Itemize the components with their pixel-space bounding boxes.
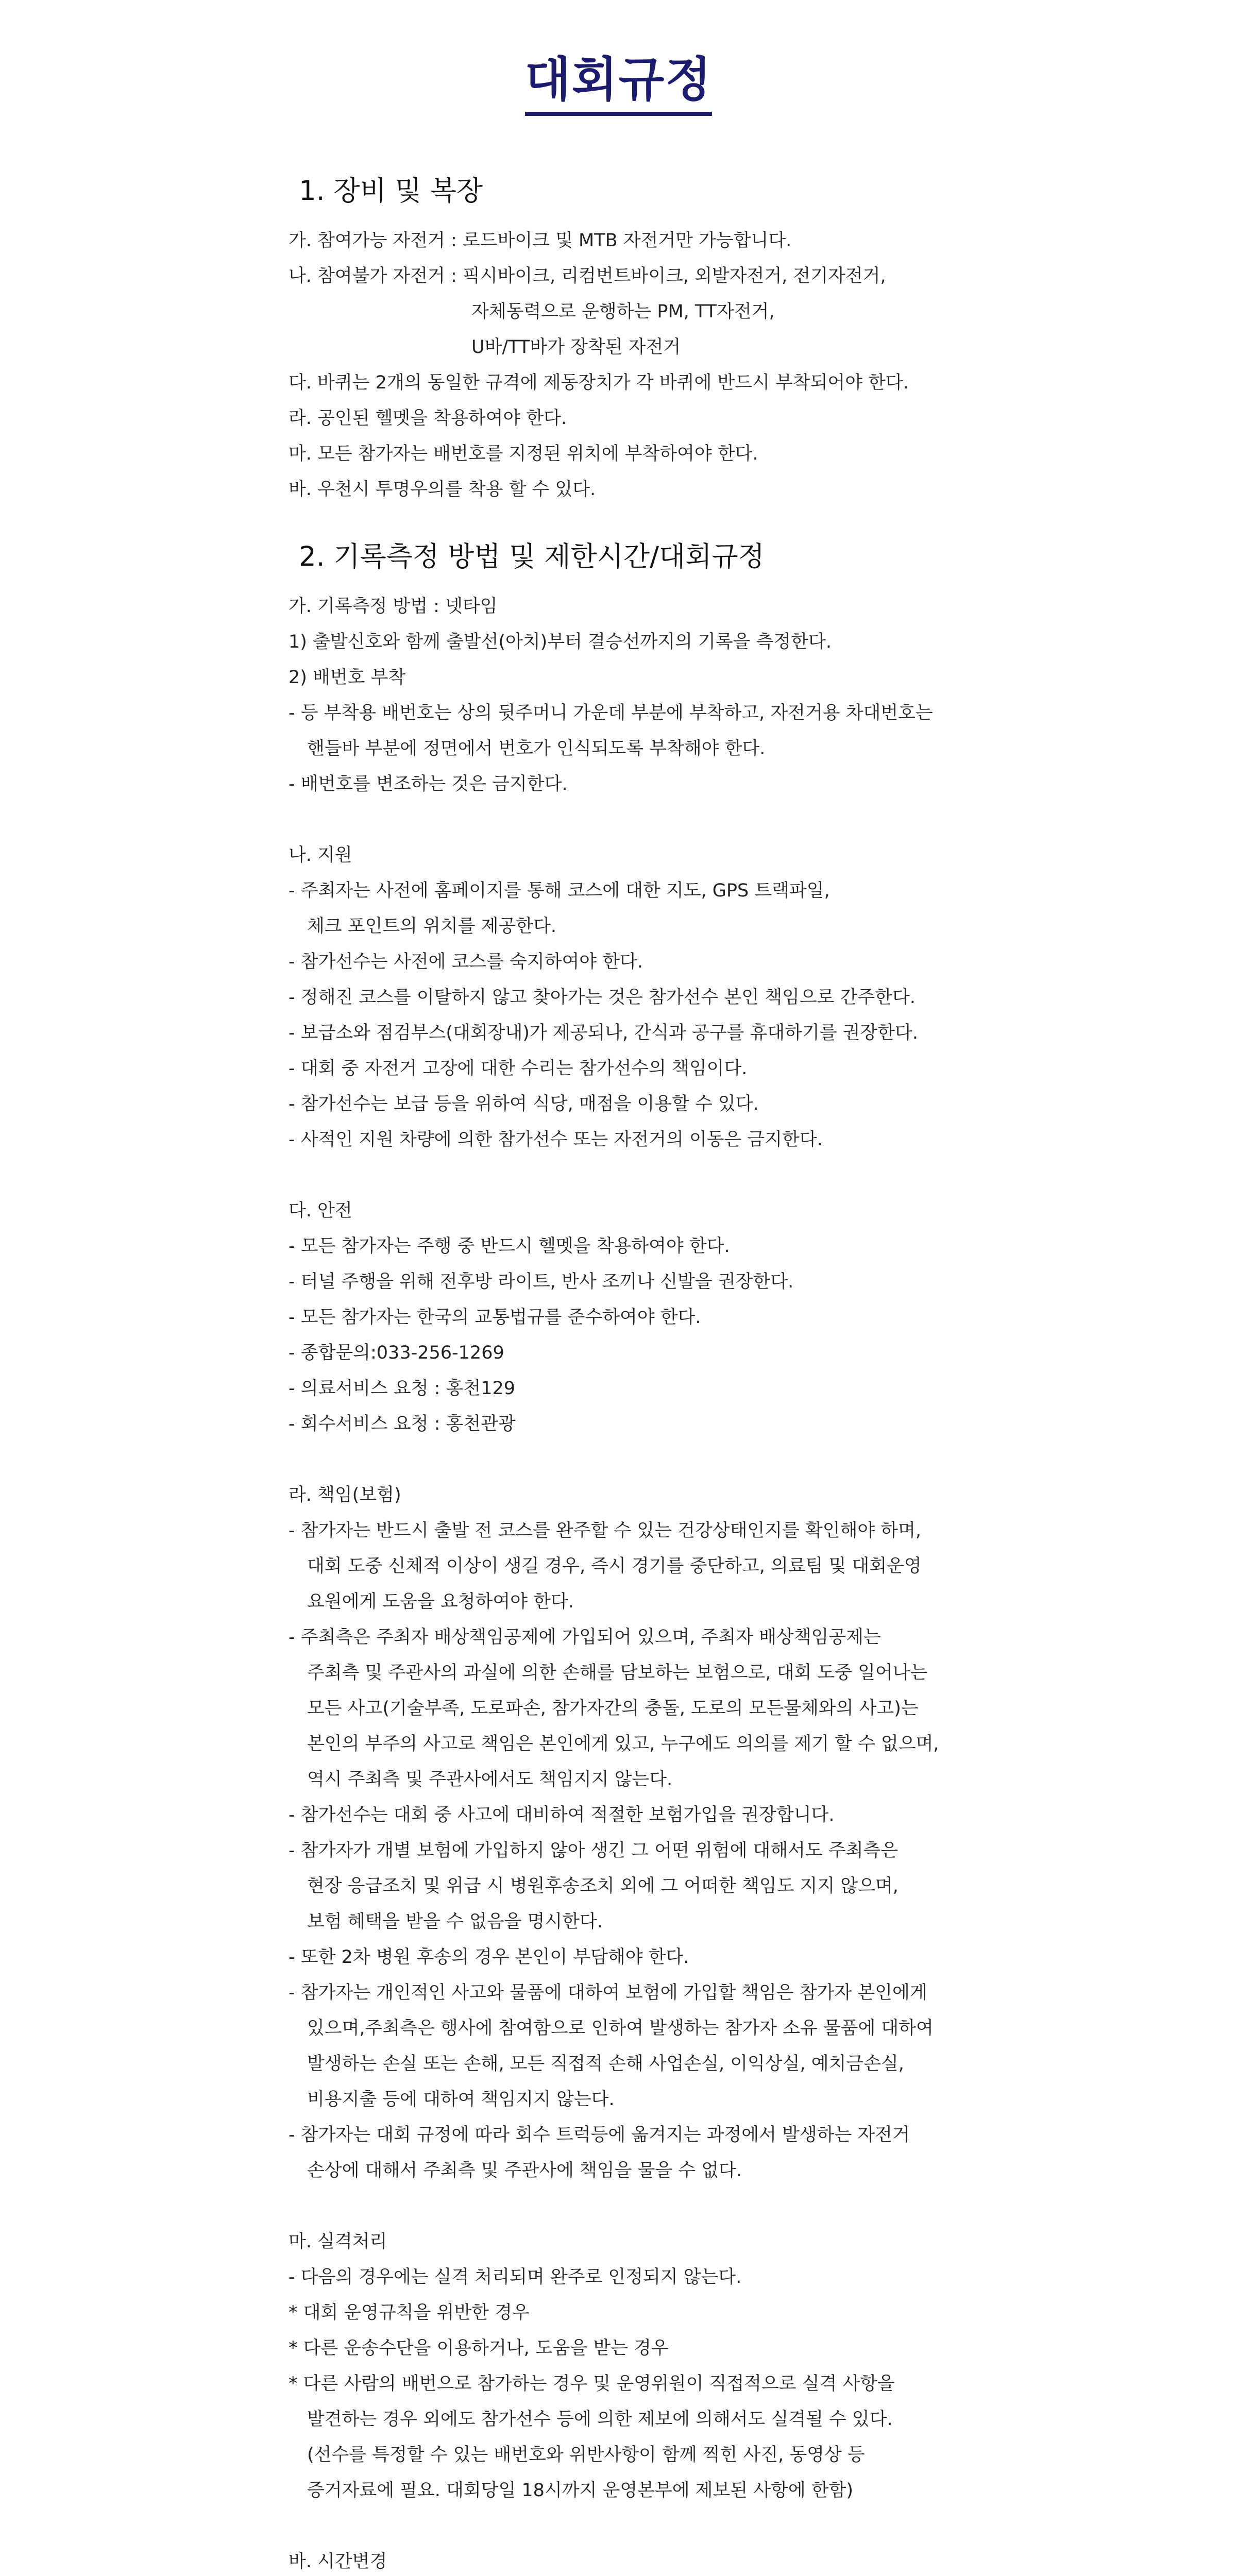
rule-line: - 주최측은 주최자 배상책임공제에 가입되어 있으며, 주최자 배상책임공제는 (289, 1627, 881, 1648)
subsection-heading: 나. 지원 (289, 845, 352, 866)
rule-line: - 또한 2차 병원 후송의 경우 본인이 부담해야 한다. (289, 1947, 689, 1968)
rule-line: - 회수서비스 요청 : 홍천관광 (289, 1414, 516, 1434)
rule-line: - 보급소와 점검부스(대회장내)가 제공되나, 간식과 공구를 휴대하기를 권장한다. (289, 1023, 918, 1043)
rule-line: - 등 부착용 배번호는 상의 뒷주머니 가운데 부분에 부착하고, 자전거용 차대번호는 (289, 703, 933, 723)
rule-line: - 터널 주행을 위해 전후방 라이트, 반사 조끼나 신발을 권장한다. (289, 1272, 794, 1292)
rule-line: 증거자료에 필요. 대회당일 18시까지 운영본부에 제보된 사항에 한함) (307, 2480, 854, 2501)
rule-line: - 배번호를 변조하는 것은 금지한다. (289, 774, 568, 794)
rule-line: * 다른 운송수단을 이용하거나, 도움을 받는 경우 (289, 2338, 669, 2359)
rule-line: - 참가자는 대회 규정에 따라 회수 트럭등에 옮겨지는 과정에서 발생하는 자전거 (289, 2125, 910, 2145)
rule-line: - 참가선수는 사전에 코스를 숙지하여야 한다. (289, 952, 643, 972)
rule-line: 현장 응급조치 및 위급 시 병원후송조치 외에 그 어떠한 책임도 지지 않으며, (307, 1876, 899, 1896)
rule-line: 마. 모든 참가자는 배번호를 지정된 위치에 부착하여야 한다. (289, 444, 758, 464)
rule-line: 대회 도중 신체적 이상이 생길 경우, 즉시 경기를 중단하고, 의료팀 및 대회운영 (307, 1556, 922, 1577)
rule-line: - 의료서비스 요청 : 홍천129 (289, 1378, 516, 1399)
rule-line: - 참가자는 개인적인 사고와 물품에 대하여 보험에 가입할 책임은 참가자 본인에게 (289, 1982, 927, 2003)
rule-line: - 참가자가 개별 보험에 가입하지 않아 생긴 그 어떤 위험에 대해서도 주최측은 (289, 1840, 899, 1861)
subsection-disqualification (289, 2224, 1020, 2509)
rule-line: 비용지출 등에 대하여 책임지지 않는다. (307, 2089, 615, 2110)
rule-line: - 대회 중 자전거 고장에 대한 수리는 참가선수의 책임이다. (289, 1058, 748, 1079)
rule-line: - 정해진 코스를 이탈하지 않고 찾아가는 것은 참가선수 본인 책임으로 간주한다. (289, 987, 916, 1008)
subsection-timing (289, 589, 1020, 802)
rule-line: * 다른 사람의 배번으로 참가하는 경우 및 운영위원이 직접적으로 실격 사항을 (289, 2374, 895, 2394)
rule-line: 주최측 및 주관사의 과실에 의한 손해를 담보하는 보험으로, 대회 도중 일어나는 (307, 1663, 928, 1683)
rule-line: - 참가자는 반드시 출발 전 코스를 완주할 수 있는 건강상태인지를 확인해야 하며, (289, 1520, 922, 1541)
rule-line: U바/TT바가 장착된 자전거 (471, 337, 681, 358)
rule-line: 바. 우천시 투명우의를 착용 할 수 있다. (289, 479, 596, 500)
subsection-heading: 가. 기록측정 방법 : 넷타임 (289, 596, 498, 617)
rule-line: - 참가선수는 보급 등을 위하여 식당, 매점을 이용할 수 있다. (289, 1094, 759, 1114)
rule-line: 가. 참여가능 자전거 : 로드바이크 및 MTB 자전거만 가능합니다. (289, 230, 792, 251)
rule-line: - 주최자는 사전에 홈페이지를 통해 코스에 대한 지도, GPS 트랙파일, (289, 880, 830, 901)
rule-line: 있으며,주최측은 행사에 참여함으로 인하여 발생하는 참가자 소유 물품에 대하여 (307, 2018, 934, 2039)
subsection-heading: 바. 시간변경 (289, 2551, 387, 2572)
rule-line: 다. 바퀴는 2개의 동일한 규격에 제동장치가 각 바퀴에 반드시 부착되어야 한다. (289, 372, 909, 393)
rule-line: 손상에 대해서 주최측 및 주관사에 책임을 물을 수 없다. (307, 2160, 742, 2181)
rule-line: (선수를 특정할 수 있는 배번호와 위반사항이 함께 찍힌 사진, 동영상 등 (307, 2445, 865, 2465)
section-heading-rules: 2. 기록측정 방법 및 제한시간/대회규정 (299, 541, 765, 572)
section-equipment (289, 173, 1020, 507)
subsection-heading: 다. 안전 (289, 1200, 352, 1221)
rule-line: 역시 주최측 및 주관사에서도 책임지지 않는다. (307, 1769, 673, 1790)
subsection-heading: 마. 실격처리 (289, 2231, 387, 2252)
rule-line: 발견하는 경우 외에도 참가선수 등에 의한 제보에 의해서도 실격될 수 있다. (307, 2409, 893, 2430)
subsection-time-change (289, 2544, 1020, 2576)
contact-phone: - 종합문의:033-256-1269 (289, 1343, 504, 1363)
page-title-text: 대회규정 (525, 49, 713, 116)
rule-line: 라. 공인된 헬멧을 착용하여야 한다. (289, 408, 567, 429)
rule-line: 요원에게 도움을 요청하여야 한다. (307, 1591, 574, 1612)
rule-line: - 모든 참가자는 한국의 교통법규를 준수하여야 한다. (289, 1307, 701, 1328)
subsection-support (289, 838, 1020, 1158)
rule-line: - 사적인 지원 차량에 의한 참가선수 또는 자전거의 이동은 금지한다. (289, 1129, 823, 1150)
subsection-safety (289, 1193, 1020, 1442)
subsection-liability (289, 1478, 1020, 2189)
rule-line: - 참가선수는 대회 중 사고에 대비하여 적절한 보험가입을 권장합니다. (289, 1805, 835, 1825)
section-rules (289, 538, 1020, 2576)
rule-line: 핸들바 부분에 정면에서 번호가 인식되도록 부착해야 한다. (307, 738, 766, 759)
rule-line: 1) 출발신호와 함께 출발선(아치)부터 결승선까지의 기록을 측정한다. (289, 632, 832, 652)
rule-line: 발생하는 손실 또는 손해, 모든 직접적 손해 사업손실, 이익상실, 예치금손실, (307, 2054, 904, 2074)
subsection-heading: 라. 책임(보험) (289, 1485, 401, 1505)
rule-line: 2) 배번호 부착 (289, 667, 406, 688)
rule-line: * 대회 운영규칙을 위반한 경우 (289, 2302, 530, 2323)
rule-line: - 모든 참가자는 주행 중 반드시 헬멧을 착용하여야 한다. (289, 1236, 730, 1257)
rule-line: 체크 포인트의 위치를 제공한다. (307, 916, 557, 937)
rule-line: 모든 사고(기술부족, 도로파손, 참가자간의 충돌, 도로의 모든물체와의 사고)는 (307, 1698, 919, 1719)
section-heading-equipment: 1. 장비 및 복장 (299, 175, 483, 207)
rule-line: 보험 혜택을 받을 수 없음을 명시한다. (307, 1911, 603, 1932)
page-title (0, 49, 1237, 116)
rule-line: 본인의 부주의 사고로 책임은 본인에게 있고, 누구에도 의의를 제기 할 수 없으며, (307, 1734, 939, 1754)
rule-line: 나. 참여불가 자전거 : 픽시바이크, 리컴번트바이크, 외발자전거, 전기자전거, (289, 266, 886, 286)
rule-line: 자체동력으로 운행하는 PM, TT자전거, (471, 301, 775, 322)
rule-line: - 다음의 경우에는 실격 처리되며 완주로 인정되지 않는다. (289, 2267, 742, 2287)
